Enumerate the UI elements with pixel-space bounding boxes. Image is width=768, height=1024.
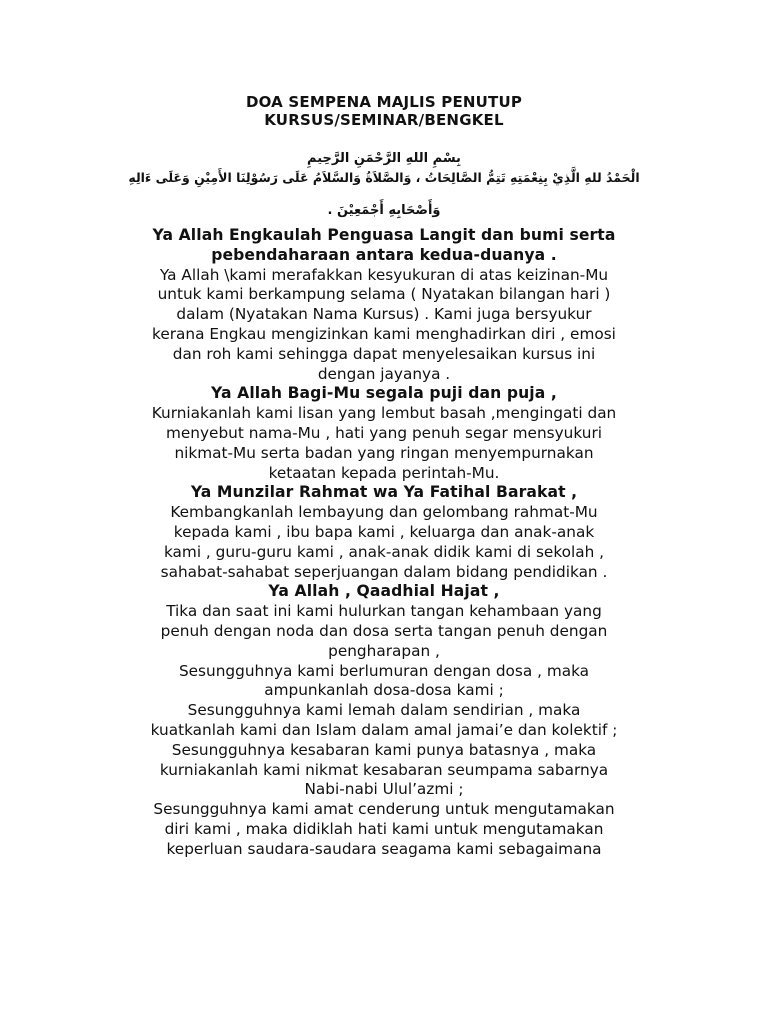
prayer-text-line: penuh dengan noda dan dosa serta tangan penuh dengan	[160, 621, 608, 640]
prayer-text-line: kurniakanlah kami nikmat kesabaran seumpama sabarnya	[159, 760, 609, 779]
prayer-text-line: kami , guru-guru kami , anak-anak didik kami di sekolah ,	[163, 542, 605, 561]
prayer-text-line: kerana Engkau mengizinkan kami menghadirkan diri , emosi	[152, 324, 616, 343]
prayer-heading-line: Ya Allah Bagi-Mu segala puji dan puja ,	[211, 384, 557, 403]
prayer-text-line: ketaatan kepada perintah-Mu.	[268, 463, 500, 482]
prayer-text-line: kuatkanlah kami dan Islam dalam amal jamai’e dan kolektif ;	[150, 720, 618, 739]
prayer-heading-line: Ya Munzilar Rahmat wa Ya Fatihal Barakat ,	[190, 483, 578, 502]
prayer-text-line: Kembangkanlah lembayung dan gelombang rahmat-Mu	[170, 503, 598, 522]
document-title-line-1: DOA SEMPENA MAJLIS PENUTUP	[245, 93, 523, 111]
prayer-text-line: Sesungguhnya kesabaran kami punya batasnya , maka	[171, 740, 597, 759]
prayer-text-line: Sesungguhnya kami amat cenderung untuk mengutamakan	[153, 800, 615, 819]
prayer-text-line: Ya Allah \kami merafakkan kesyukuran di atas keizinan-Mu	[159, 265, 609, 284]
prayer-text-line: diri kami , maka didiklah hati kami untuk mengutamakan	[164, 819, 604, 838]
prayer-text-line: Sesungguhnya kami lemah dalam sendirian , maka	[187, 701, 581, 720]
arabic-opening-line: الْحَمْدُ للهِ الَّذِيْ بِنِعْمَتِهِ تَتِمُّ الصَّالِحَاتُ ، وَالصَّلاَةُ وَالسَّلاَمُ عَلَى رَسُوْلِنَا الأَمِيْنِ وَعَلَى ءَالِهِ	[128, 170, 640, 185]
prayer-text-line: keperluan saudara-saudara seagama kami sebagaimana	[166, 839, 602, 858]
prayer-body	[0, 226, 768, 860]
prayer-text-line: Sesungguhnya kami berlumuran dengan dosa , maka	[178, 661, 590, 680]
prayer-text-line: menyebut nama-Mu , hati yang penuh segar mensyukuri	[166, 423, 602, 442]
prayer-text-line: dalam (Nyatakan Nama Kursus) . Kami juga bersyukur	[176, 305, 592, 324]
prayer-text-line: kepada kami , ibu bapa kami , keluarga dan anak-anak	[173, 522, 595, 541]
prayer-text-line: ampunkanlah dosa-dosa kami ;	[264, 681, 504, 700]
prayer-heading-line: Ya Allah Engkaulah Penguasa Langit dan bumi serta	[152, 226, 616, 244]
arabic-basmalah: بِسْمِ اللهِ الرَّحْمَنِ الرَّحِيمِ	[307, 151, 461, 166]
prayer-text-line: Tika dan saat ini kami hulurkan tangan kehambaan yang	[166, 602, 602, 621]
prayer-text-line: Nabi-nabi Ulul’azmi ;	[304, 780, 464, 799]
arabic-opening-line-end: وَأَصْحَابِهِ أَجْمَعِيْنَ .	[327, 203, 441, 218]
document-title-line-2: KURSUS/SEMINAR/BENGKEL	[264, 111, 504, 129]
prayer-text-line: dengan jayanya .	[317, 364, 451, 383]
prayer-heading-line: pebendaharaan antara kedua-duanya .	[211, 245, 557, 264]
prayer-text-line: sahabat-sahabat seperjuangan dalam bidang pendidikan .	[160, 562, 608, 581]
prayer-text-line: dan roh kami sehingga dapat menyelesaikan kursus ini	[172, 344, 596, 363]
prayer-text-line: pengharapan ,	[328, 641, 440, 660]
prayer-text-line: Kurniakanlah kami lisan yang lembut basah ,mengingati dan	[151, 404, 617, 423]
prayer-text-line: untuk kami berkampung selama ( Nyatakan bilangan hari )	[157, 285, 611, 304]
prayer-text-line: nikmat-Mu serta badan yang ringan menyempurnakan	[174, 443, 594, 462]
prayer-heading-line: Ya Allah , Qaadhial Hajat ,	[268, 582, 500, 601]
